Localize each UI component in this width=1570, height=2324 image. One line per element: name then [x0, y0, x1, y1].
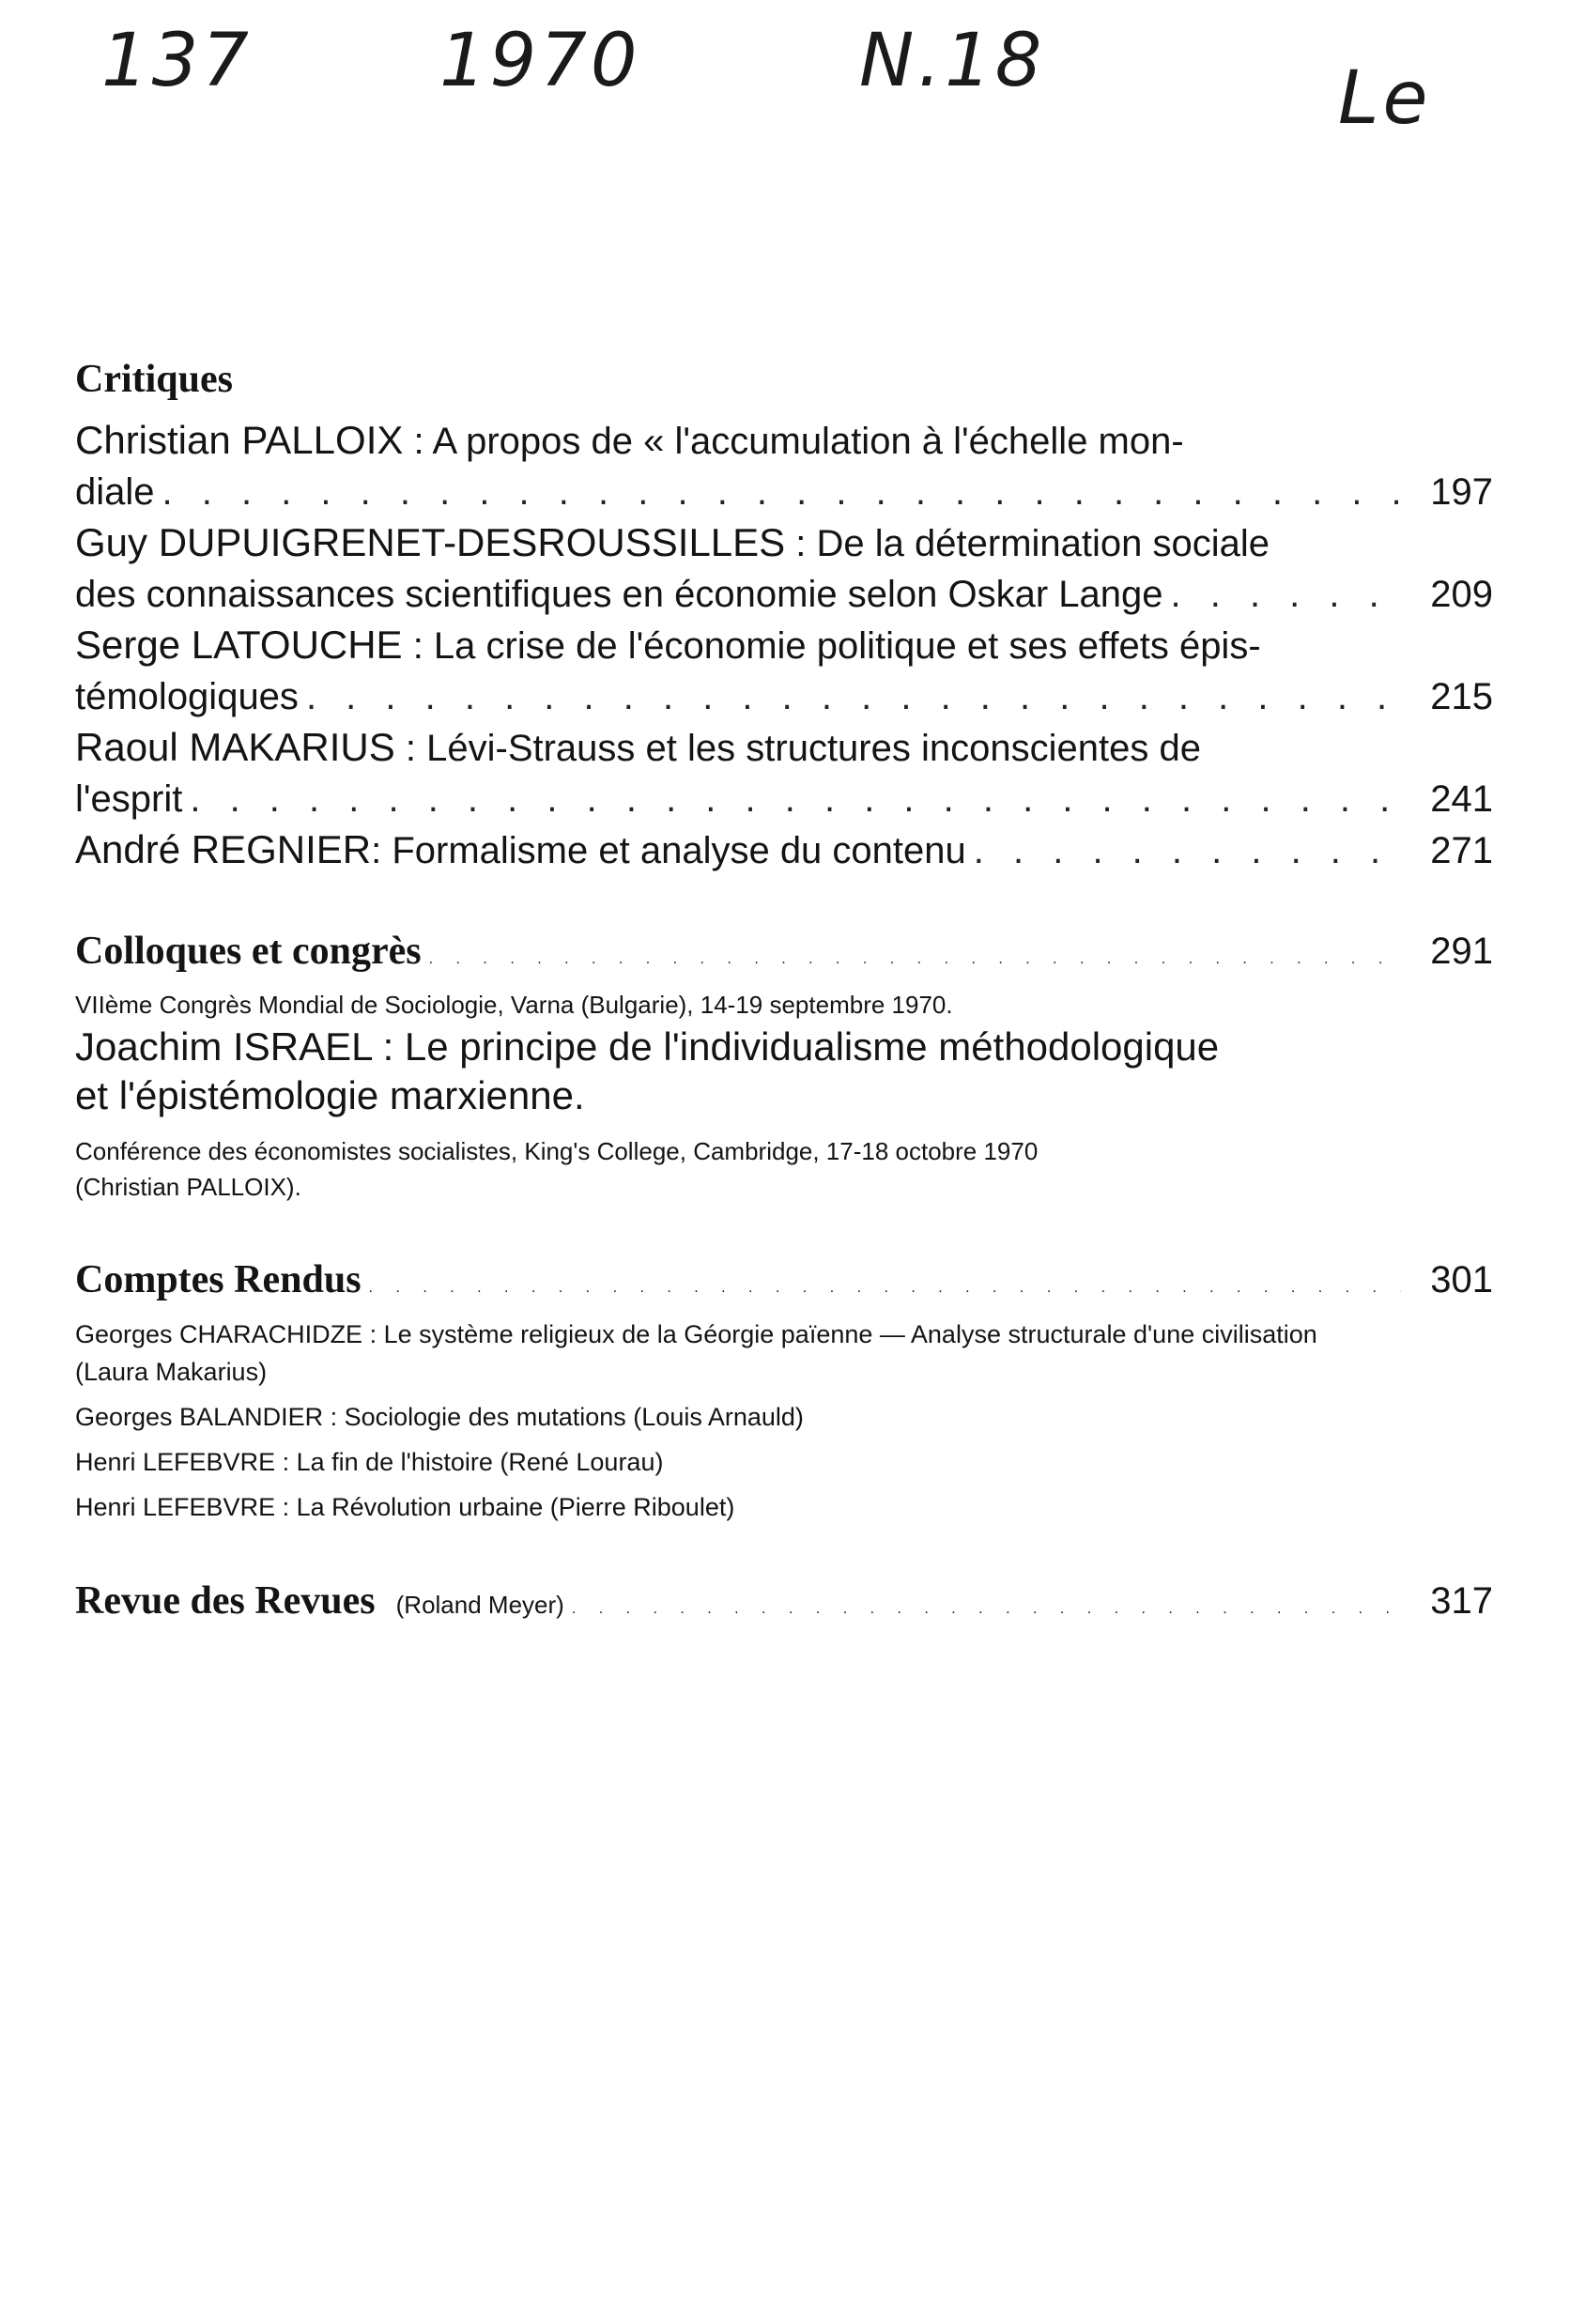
leader-dots	[306, 671, 1401, 722]
entry-author: Joachim ISRAEL	[75, 1024, 372, 1069]
table-of-contents	[75, 357, 1493, 1624]
toc-entry-regnier	[75, 824, 1493, 876]
leader-dots	[429, 951, 1401, 968]
review-item: Georges BALANDIER : Sociologie des mutations (Louis Arnauld)	[75, 1403, 804, 1431]
conference-line: Conférence des économistes socialistes, King's College, Cambridge, 17-18 octobre 1970	[75, 1137, 1039, 1165]
section-title-revue-des-revues: Revue des Revues	[75, 1579, 376, 1623]
page-number: 317	[1430, 1580, 1493, 1622]
entry-title: : Lévi-Strauss et les structures inconscientes de	[394, 728, 1201, 769]
leader-dots	[162, 467, 1401, 517]
section-title-comptes-rendus: Comptes Rendus	[75, 1258, 362, 1301]
page-number: 301	[1430, 1259, 1493, 1301]
section-title-colloques: Colloques et congrès	[75, 930, 422, 973]
handwritten-note-n18: N.18	[859, 19, 1046, 103]
leader-dots	[572, 1601, 1401, 1618]
entry-author: Raoul MAKARIUS	[75, 725, 395, 769]
handwritten-note-1970: 1970	[439, 19, 641, 103]
entry-title: : La crise de l'économie politique et ses effets épis-	[402, 625, 1261, 667]
entry-title-cont: témologiques	[75, 676, 299, 717]
toc-entry-makarius	[75, 722, 1493, 824]
leader-dots	[974, 825, 1401, 876]
entry-author: Serge LATOUCHE	[75, 623, 403, 667]
congress-line: VIIème Congrès Mondial de Sociologie, Varna (Bulgarie), 14-19 septembre 1970.	[75, 991, 953, 1019]
entry-title: : Le principe de l'individualisme méthodologique	[371, 1024, 1220, 1069]
review-item: Henri LEFEBVRE : La fin de l'histoire (René Lourau)	[75, 1448, 664, 1476]
entry-title: : De la détermination sociale	[785, 523, 1270, 564]
page-number: 241	[1430, 778, 1493, 820]
entry-title-cont: l'esprit	[75, 778, 183, 820]
handwritten-note-137: 137	[101, 19, 253, 103]
conference-line-2: (Christian PALLOIX).	[75, 1173, 301, 1201]
entry-author: André REGNIER	[75, 827, 372, 871]
review-item: Henri LEFEBVRE : La Révolution urbaine (Pierre Riboulet)	[75, 1493, 735, 1521]
israel-entry	[75, 1023, 1380, 1120]
toc-entry-latouche	[75, 620, 1493, 722]
section-row-colloques	[75, 929, 1493, 974]
leader-dots	[190, 774, 1401, 824]
handwritten-note-le: Le	[1338, 56, 1432, 141]
page-number: 209	[1430, 574, 1493, 615]
section-title-critiques: Critiques	[75, 358, 233, 401]
page-number: 291	[1430, 931, 1493, 972]
page-number: 215	[1430, 676, 1493, 717]
toc-entry-palloix	[75, 415, 1493, 517]
entry-title: : Formalisme et analyse du contenu	[371, 830, 966, 871]
page-number: 271	[1430, 830, 1493, 871]
section-row-revue	[75, 1578, 1493, 1624]
entry-title-cont: diale	[75, 471, 155, 513]
leader-dots	[1170, 569, 1401, 620]
entry-author: Guy DUPUIGRENET-DESROUSSILLES	[75, 520, 786, 564]
section-row-comptes	[75, 1257, 1493, 1302]
toc-entry-dupuigrenet	[75, 517, 1493, 620]
entry-title-cont: des connaissances scientifiques en économie selon Oskar Lange	[75, 574, 1163, 615]
page-number: 197	[1430, 471, 1493, 513]
entry-title-cont: et l'épistémologie marxienne.	[75, 1073, 585, 1117]
entry-author: Christian PALLOIX	[75, 418, 404, 462]
leader-dots	[369, 1280, 1401, 1297]
entry-title: : A propos de « l'accumulation à l'échelle mon-	[403, 421, 1184, 462]
revue-author: (Roland Meyer)	[395, 1591, 564, 1619]
review-item: Georges CHARACHIDZE : Le système religieux de la Géorgie païenne — Analyse structurale d'une civilisation (Laura Makarius)	[75, 1320, 1317, 1386]
